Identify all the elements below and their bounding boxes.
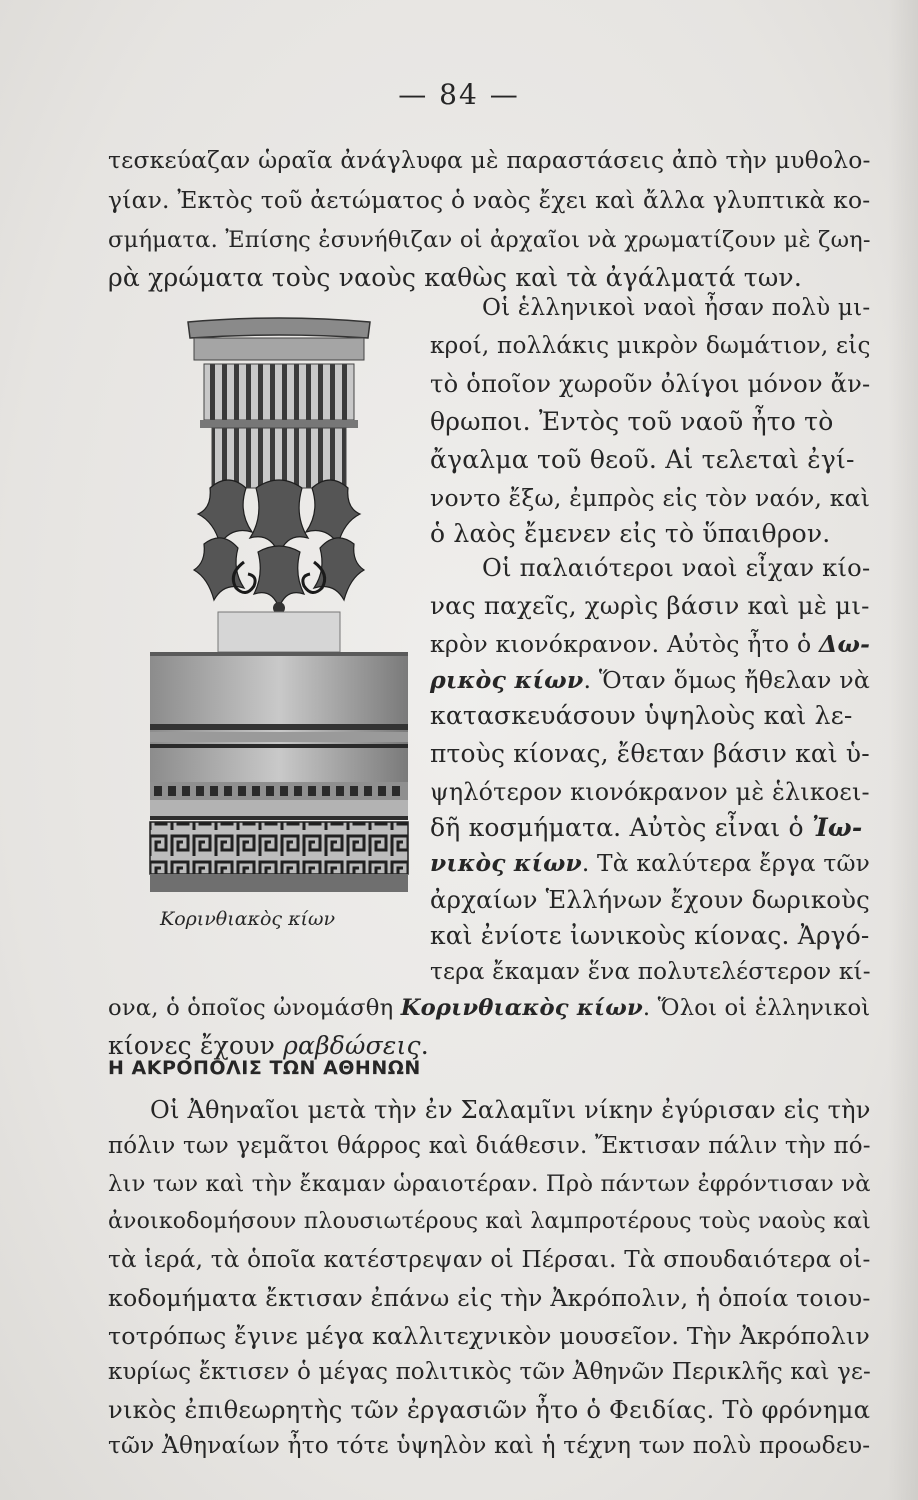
text-line: πτοὺς κίονας, ἔθεταν βάσιν καὶ ὑ- <box>430 739 870 768</box>
text-line: κατασκευάσουν ὑψηλοὺς καὶ λε- <box>430 701 853 730</box>
text-line: τὸ ὁποῖον χωροῦν ὀλίγοι μόνον ἄν- <box>430 370 871 398</box>
text-line: λιν των καὶ τὴν ἔκαμαν ὡραιοτέραν. Πρὸ πάντων ἐφρόντισαν νὰ <box>108 1171 871 1197</box>
text-run: δῆ κοσμήματα. Αὐτὸς εἶναι ὁ <box>430 813 804 842</box>
text-line: τεσκεύαζαν ὡραῖα ἀνάγλυφα μὲ παραστάσεις ἀπὸ τὴν μυθολο- <box>108 146 871 174</box>
text-line: ψηλότερον κιονόκρανον μὲ ἑλικοει- <box>430 778 870 806</box>
text-line: νοντο ἔξω, ἐμπρὸς εἰς τὸν ναόν, καὶ <box>430 484 871 512</box>
text-line: θρωποι. Ἐντὸς τοῦ ναοῦ ἦτο τὸ <box>430 407 834 436</box>
text-line: τερα ἔκαμαν ἕνα πολυτελέστερον κί- <box>430 959 871 985</box>
fluting-term: ραβδώσεις <box>283 1031 421 1060</box>
text-line: γίαν. Ἐκτὸς τοῦ ἀετώματος ὁ ναὸς ἔχει καὶ ἄλλα γλυπτικὰ κο- <box>108 186 871 214</box>
text-run: . <box>420 1031 429 1060</box>
column-drawing <box>148 312 410 896</box>
text-run: κρὸν κιονόκρανον. Αὐτὸς ἦτο ὁ <box>430 630 812 658</box>
text-line: ἄγαλμα τοῦ θεοῦ. Αἱ τελεταὶ ἐγί- <box>430 445 855 474</box>
text-line: κυρίως ἔκτισεν ὁ μέγας πολιτικὸς τῶν Ἀθηνῶν Περικλῆς καὶ γε- <box>108 1359 871 1385</box>
doric-term: ρικὸς κίων <box>430 666 584 694</box>
text-line: κοδομήματα ἔκτισαν ἐπάνω εἰς τὴν Ἀκρόπολιν, ἡ ὁποία τοιου- <box>108 1284 871 1312</box>
text-run: . Τὰ καλύτερα ἔργα τῶν <box>581 850 871 877</box>
text-line: κροί, πολλάκις μικρὸν δωμάτιον, εἰς <box>430 333 871 359</box>
text-line: νας παχεῖς, χωρὶς βάσιν καὶ μὲ μι- <box>430 591 870 620</box>
page-number: — 84 — <box>398 78 520 111</box>
text-run: ονα, ὁ ὁποῖος ὠνομάσθη <box>108 995 394 1021</box>
text-line <box>430 628 870 660</box>
corinthian-column-illustration <box>148 312 410 896</box>
ionic-term: Ἰω- <box>811 813 863 842</box>
text-run: . Ὅλοι οἱ ἑλληνικοὶ <box>642 995 871 1021</box>
figure-caption: Κορινθιακὸς κίων <box>160 908 336 930</box>
text-line: Οἱ παλαιότεροι ναοὶ εἶχαν κίο- <box>482 554 871 582</box>
text-line <box>430 664 870 696</box>
doric-term: Δω- <box>819 630 871 658</box>
text-line: ὁ λαὸς ἔμενεν εἰς τὸ ὕπαιθρον. <box>430 519 831 548</box>
text-line: νικὸς ἐπιθεωρητὴς τῶν ἐργασιῶν ἦτο ὁ Φειδίας. Τὸ φρόνημα <box>108 1395 871 1424</box>
text-line: πόλιν των γεμᾶτοι θάρρος καὶ διάθεσιν. Ἔκτισαν πάλιν τὴν πό- <box>108 1133 871 1159</box>
text-line <box>108 992 870 1024</box>
text-line: τοτρόπως ἔγινε μέγα καλλιτεχνικὸν μουσεῖον. Τὴν Ἀκρόπολιν <box>108 1322 871 1350</box>
text-line: ἀρχαίων Ἑλλήνων ἔχουν δωρικοὺς <box>430 885 871 914</box>
text-line: τῶν Ἀθηναίων ἦτο τότε ὑψηλὸν καὶ ἡ τέχνη των πολὺ προωδευ- <box>108 1432 871 1459</box>
text-line: Οἱ Ἀθηναῖοι μετὰ τὴν ἐν Σαλαμῖνι νίκην ἐγύρισαν εἰς τὴν <box>150 1096 871 1124</box>
text-line: Οἱ ἑλληνικοὶ ναοὶ ἦσαν πολὺ μι- <box>482 295 871 321</box>
text-line: ρὰ χρώματα τοὺς ναοὺς καθὼς καὶ τὰ ἀγάλματά των. <box>108 263 802 292</box>
text-line <box>430 812 862 844</box>
text-line: καὶ ἐνίοτε ἰωνικοὺς κίονας. Ἀργό- <box>430 921 870 950</box>
text-line <box>430 848 870 880</box>
ionic-term: νικὸς κίων <box>430 850 582 877</box>
corinthian-term: Κορινθιακὸς κίων <box>400 995 643 1021</box>
text-line: τὰ ἱερά, τὰ ὁποῖα κατέστρεψαν οἱ Πέρσαι. Τὰ σπουδαιότερα οἰ- <box>108 1246 871 1273</box>
text-run: κίονες ἔχουν <box>108 1031 275 1060</box>
text-line: ἀνοικοδομήσουν πλουσιωτέρους καὶ λαμπροτέρους τοὺς ναοὺς καὶ <box>108 1209 871 1234</box>
section-heading: Η ΑΚΡΟΠΟΛΙΣ ΤΩΝ ΑΘΗΝΩΝ <box>108 1057 421 1079</box>
text-run: . Ὅταν ὅμως ἤθελαν νὰ <box>583 666 871 694</box>
scan-shadow <box>888 0 918 1500</box>
text-line: σμήματα. Ἐπίσης ἐσυνήθιζαν οἱ ἀρχαῖοι νὰ χρωματίζουν μὲ ζωη- <box>108 227 871 253</box>
